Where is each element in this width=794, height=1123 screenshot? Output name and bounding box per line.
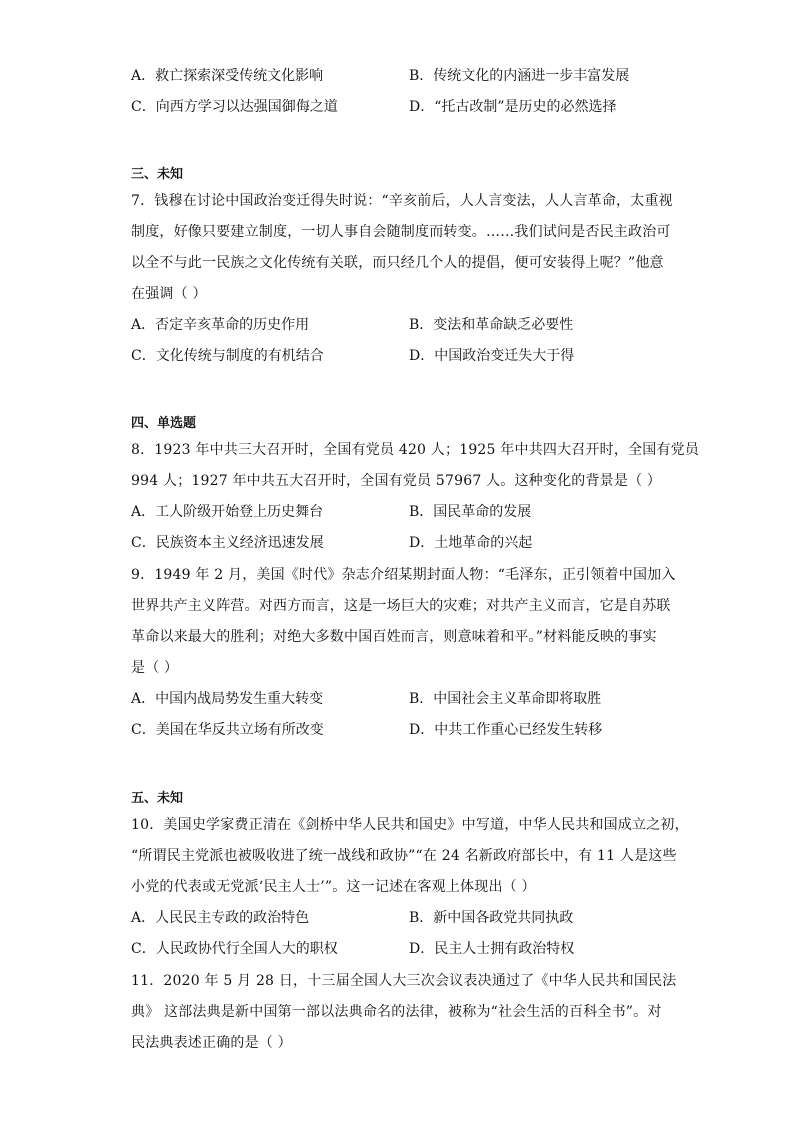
q10-stem-line-1: 10．美国史学家费正清在《剑桥中华人民共和国史》中写道，中华人民共和国成立之初， xyxy=(131,817,689,833)
q8-option-d[interactable]: D．土地革命的兴起 xyxy=(409,535,533,551)
section-3-heading: 三、未知 xyxy=(131,167,184,182)
q9-stem-line-4: 是（ ） xyxy=(131,660,179,676)
q10-stem-line-3: 小党的代表或无党派‘民主人士’”。这一记述在客观上体现出（ ） xyxy=(131,879,536,895)
q7-stem-line-2: 制度，好像只要建立制度，一切人事自会随制度而转变。……我们试问是否民主政治可 xyxy=(131,224,671,240)
q7-stem-line-4: 在强调（ ） xyxy=(131,286,207,302)
q9-stem-line-1: 9．1949 年 2 月，美国《时代》杂志介绍某期封面人物：“毛泽东，正引领着中国加入 xyxy=(131,567,676,583)
q7-option-b[interactable]: B．变法和革命缺乏必要性 xyxy=(409,317,574,333)
q8-option-b[interactable]: B．国民革命的发展 xyxy=(409,504,532,520)
q11-stem-line-1: 11．2020 年 5 月 28 日，十三届全国人大三次会议表决通过了《中华人民共和国民法 xyxy=(131,973,677,989)
q10-option-a[interactable]: A．人民民主专政的政治特色 xyxy=(131,910,310,926)
q8-stem-line-2: 994 人；1927 年中共五大召开时，全国有党员 57967 人。这种变化的背景是（ ） xyxy=(131,473,662,489)
q6-option-d[interactable]: D．“托古改制”是历史的必然选择 xyxy=(409,99,617,115)
q7-stem-line-3: 以全不与此一民族之文化传统有关联，而只经几个人的提倡，便可安装得上呢？”他意 xyxy=(131,255,664,271)
q9-option-d[interactable]: D．中共工作重心已经发生转移 xyxy=(409,722,603,738)
q7-stem-line-1: 7．钱穆在讨论中国政治变迁得失时说：“辛亥前后，人人言变法，人人言革命，太重视 xyxy=(131,193,673,209)
q9-stem-line-2: 世界共产主义阵营。对西方而言，这是一场巨大的灾难；对共产主义而言，它是自苏联 xyxy=(131,598,671,614)
q8-option-a[interactable]: A．工人阶级开始登上历史舞台 xyxy=(131,504,324,520)
q6-option-c[interactable]: C．向西方学习以达强国御侮之道 xyxy=(131,99,338,115)
q6-option-a[interactable]: A．救亡探索深受传统文化影响 xyxy=(131,68,324,84)
q9-option-b[interactable]: B．中国社会主义革命即将取胜 xyxy=(409,691,602,707)
q9-option-c[interactable]: C．美国在华反共立场有所改变 xyxy=(131,722,324,738)
q10-option-d[interactable]: D．民主人士拥有政治特权 xyxy=(409,941,575,957)
q6-option-b[interactable]: B．传统文化的内涵进一步丰富发展 xyxy=(409,68,630,84)
q10-option-b[interactable]: B．新中国各政党共同执政 xyxy=(409,910,574,926)
q8-stem-line-1: 8．1923 年中共三大召开时，全国有党员 420 人；1925 年中共四大召开时，全国有党员 xyxy=(131,442,700,458)
q10-option-c[interactable]: C．人民政协代行全国人大的职权 xyxy=(131,941,338,957)
section-5-heading: 五、未知 xyxy=(131,791,184,806)
q7-option-a[interactable]: A．否定辛亥革命的历史作用 xyxy=(131,317,310,333)
q9-stem-line-3: 革命以来最大的胜利；对绝大多数中国百姓而言，则意味着和平。”材料能反映的事实 xyxy=(131,629,657,645)
q8-option-c[interactable]: C．民族资本主义经济迅速发展 xyxy=(131,535,324,551)
q11-stem-line-3: 民法典表述正确的是（ ） xyxy=(131,1035,292,1051)
section-4-heading: 四、单选题 xyxy=(131,416,197,431)
q9-option-a[interactable]: A．中国内战局势发生重大转变 xyxy=(131,691,324,707)
q7-option-d[interactable]: D．中国政治变迁失大于得 xyxy=(409,348,575,364)
q11-stem-line-2: 典》 这部法典是新中国第一部以法典命名的法律，被称为“社会生活的百科全书”。对 xyxy=(131,1004,662,1020)
q7-option-c[interactable]: C．文化传统与制度的有机结合 xyxy=(131,348,324,364)
q10-stem-line-2: “所谓民主党派也被吸收进了统一战线和政协”“在 24 名新政府部长中，有 11 人是这些 xyxy=(131,848,677,864)
